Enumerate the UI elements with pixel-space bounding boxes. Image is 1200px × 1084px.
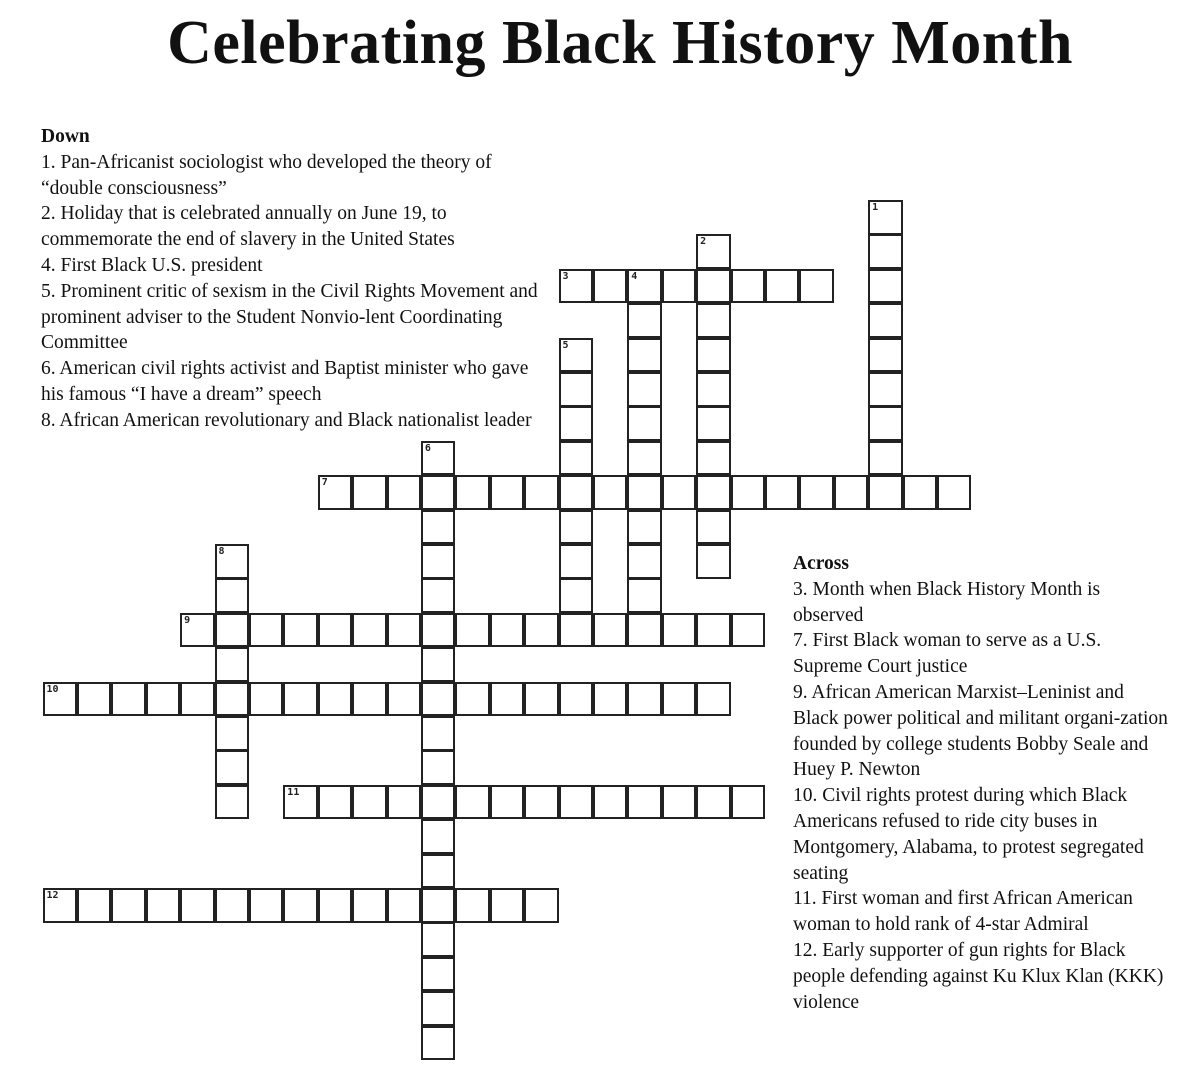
crossword-cell[interactable]: [180, 682, 215, 717]
crossword-cell[interactable]: [559, 613, 594, 648]
crossword-cell[interactable]: [903, 475, 938, 510]
crossword-cell[interactable]: [421, 578, 456, 613]
crossword-cell[interactable]: [868, 406, 903, 441]
clue-number: 9: [184, 614, 191, 626]
clue-number: 3: [562, 270, 569, 282]
crossword-cell[interactable]: [696, 785, 731, 820]
crossword-cell[interactable]: [593, 682, 628, 717]
crossword-cell[interactable]: [421, 854, 456, 889]
down-clue: 5. Prominent critic of sexism in the Civil Rights Movement and prominent adviser to the Student Nonvio-lent Coordinating Committee: [41, 280, 538, 354]
crossword-cell[interactable]: [868, 269, 903, 304]
crossword-cell[interactable]: [421, 682, 456, 717]
crossword-cell[interactable]: [662, 613, 697, 648]
crossword-cell[interactable]: [421, 1026, 456, 1061]
crossword-cell[interactable]: [387, 785, 422, 820]
crossword-cell[interactable]: [318, 682, 353, 717]
crossword-cell[interactable]: [627, 682, 662, 717]
crossword-cell[interactable]: [387, 682, 422, 717]
crossword-cell[interactable]: [352, 785, 387, 820]
crossword-cell[interactable]: [490, 888, 525, 923]
crossword-cell[interactable]: [696, 441, 731, 476]
crossword-cell[interactable]: [559, 510, 594, 545]
down-heading: Down: [41, 126, 90, 147]
clue-number: 10: [46, 683, 59, 695]
crossword-cell[interactable]: [215, 888, 250, 923]
crossword-cell[interactable]: [490, 682, 525, 717]
across-clue: 3. Month when Black History Month is observed: [793, 578, 1101, 626]
crossword-cell[interactable]: [215, 682, 250, 717]
crossword-cell[interactable]: [180, 613, 215, 648]
crossword-cell[interactable]: [249, 682, 284, 717]
crossword-cell[interactable]: [318, 785, 353, 820]
crossword-cell[interactable]: [421, 991, 456, 1026]
crossword-cell[interactable]: [249, 888, 284, 923]
clue-number: 11: [287, 786, 300, 798]
crossword-cell[interactable]: [352, 475, 387, 510]
crossword-cell[interactable]: [868, 303, 903, 338]
crossword-cell[interactable]: [180, 888, 215, 923]
crossword-cell[interactable]: [662, 785, 697, 820]
crossword-cell[interactable]: [696, 544, 731, 579]
across-heading: Across: [793, 553, 849, 574]
crossword-cell[interactable]: [765, 475, 800, 510]
crossword-cell[interactable]: [352, 888, 387, 923]
clue-number: 8: [218, 546, 225, 557]
crossword-cell[interactable]: [283, 682, 318, 717]
crossword-cell[interactable]: [111, 682, 146, 717]
down-clue: 6. American civil rights activist and Baptist minister who gave his famous “I have a dream” speech: [41, 358, 529, 405]
crossword-cell[interactable]: [111, 888, 146, 923]
crossword-cell[interactable]: [490, 785, 525, 820]
crossword-cell[interactable]: [731, 613, 766, 648]
crossword-cell[interactable]: [868, 475, 903, 510]
crossword-cell[interactable]: [627, 475, 662, 510]
crossword-cell[interactable]: [215, 544, 250, 579]
crossword-cell[interactable]: [387, 888, 422, 923]
crossword-cell[interactable]: [799, 475, 834, 510]
crossword-cell[interactable]: [731, 269, 766, 304]
crossword-cell[interactable]: [283, 888, 318, 923]
crossword-cell[interactable]: [868, 200, 903, 235]
down-clue: 8. African American revolutionary and Black nationalist leader: [41, 409, 532, 431]
crossword-cell[interactable]: [559, 269, 594, 304]
crossword-cell[interactable]: [627, 510, 662, 545]
crossword-cell[interactable]: [215, 785, 250, 820]
crossword-cell[interactable]: [215, 647, 250, 682]
across-clue: 9. African American Marxist–Leninist and Black power political and militant organi-zation founded by college students Bobby Seale and Huey P. Newton: [793, 681, 1168, 781]
crossword-cell[interactable]: [696, 372, 731, 407]
across-clues: [793, 551, 1173, 1015]
crossword-cell[interactable]: [455, 785, 490, 820]
crossword-cell[interactable]: [627, 303, 662, 338]
crossword-cell[interactable]: [455, 888, 490, 923]
crossword-cell[interactable]: [868, 441, 903, 476]
crossword-cell[interactable]: [352, 613, 387, 648]
crossword-cell[interactable]: [868, 338, 903, 373]
crossword-cell[interactable]: [559, 338, 594, 373]
crossword-cell[interactable]: [524, 613, 559, 648]
clue-number: 4: [631, 270, 638, 282]
crossword-cell[interactable]: [421, 613, 456, 648]
crossword-cell[interactable]: [421, 750, 456, 785]
crossword-cell[interactable]: [77, 888, 112, 923]
crossword-cell[interactable]: [43, 888, 78, 923]
crossword-cell[interactable]: [421, 888, 456, 923]
crossword-cell[interactable]: [593, 475, 628, 510]
crossword-cell[interactable]: [318, 888, 353, 923]
clue-number: 7: [321, 477, 328, 489]
crossword-cell[interactable]: [455, 682, 490, 717]
crossword-cell[interactable]: [146, 888, 181, 923]
crossword-cell[interactable]: [627, 544, 662, 579]
crossword-cell[interactable]: [215, 750, 250, 785]
crossword-cell[interactable]: [627, 372, 662, 407]
clue-number: 5: [562, 339, 569, 351]
crossword-cell[interactable]: [696, 234, 731, 269]
crossword-cell[interactable]: [421, 510, 456, 545]
crossword-cell[interactable]: [318, 613, 353, 648]
crossword-cell[interactable]: [77, 682, 112, 717]
crossword-cell[interactable]: [627, 338, 662, 373]
crossword-cell[interactable]: [421, 785, 456, 820]
across-clue: 7. First Black woman to serve as a U.S. Supreme Court justice: [793, 630, 1102, 678]
crossword-cell[interactable]: [765, 269, 800, 304]
crossword-cell[interactable]: [387, 613, 422, 648]
crossword-cell[interactable]: [937, 475, 972, 510]
crossword-cell[interactable]: [387, 475, 422, 510]
crossword-cell[interactable]: [559, 578, 594, 613]
across-clue: 10. Civil rights protest during which Black Americans refused to ride city buses in Montgomery, Alabama, to protest segregated seating: [793, 785, 1144, 884]
crossword-cell[interactable]: [559, 682, 594, 717]
crossword-cell[interactable]: [352, 682, 387, 717]
crossword-cell[interactable]: [696, 475, 731, 510]
crossword-cell[interactable]: [215, 716, 250, 751]
across-clue: 11. First woman and first African American woman to hold rank of 4-star Admiral: [793, 888, 1133, 936]
clue-number: 2: [700, 236, 707, 248]
crossword-cell[interactable]: [490, 613, 525, 648]
crossword-cell[interactable]: [524, 888, 559, 923]
crossword-cell[interactable]: [627, 406, 662, 441]
crossword-cell[interactable]: [627, 613, 662, 648]
crossword-cell[interactable]: [249, 613, 284, 648]
crossword-cell[interactable]: [215, 613, 250, 648]
crossword-cell[interactable]: [696, 510, 731, 545]
crossword-cell[interactable]: [593, 613, 628, 648]
crossword-cell[interactable]: [559, 544, 594, 579]
crossword-cell[interactable]: [662, 475, 697, 510]
crossword-cell[interactable]: [696, 338, 731, 373]
crossword-cell[interactable]: [421, 647, 456, 682]
crossword-cell[interactable]: [627, 785, 662, 820]
crossword-cell[interactable]: [627, 269, 662, 304]
crossword-cell[interactable]: [559, 406, 594, 441]
crossword-cell[interactable]: [868, 234, 903, 269]
crossword-cell[interactable]: [283, 785, 318, 820]
crossword-cell[interactable]: [696, 682, 731, 717]
crossword-cell[interactable]: [696, 303, 731, 338]
crossword-cell[interactable]: [146, 682, 181, 717]
clue-number: 12: [46, 890, 59, 901]
crossword-cell[interactable]: [696, 613, 731, 648]
down-clue: 1. Pan-Africanist sociologist who developed the theory of “double consciousness”: [41, 151, 492, 199]
crossword-cell[interactable]: [490, 475, 525, 510]
crossword-cell[interactable]: [455, 613, 490, 648]
crossword-cell[interactable]: [593, 785, 628, 820]
crossword-cell[interactable]: [421, 922, 456, 957]
crossword-cell[interactable]: [731, 785, 766, 820]
crossword-cell[interactable]: [421, 441, 456, 476]
crossword-cell[interactable]: [799, 269, 834, 304]
crossword-cell[interactable]: [696, 269, 731, 304]
crossword-cell[interactable]: [283, 613, 318, 648]
down-clues: [41, 124, 541, 434]
crossword-cell[interactable]: [662, 682, 697, 717]
crossword-cell[interactable]: [318, 475, 353, 510]
crossword-cell[interactable]: [559, 785, 594, 820]
crossword-cell[interactable]: [524, 682, 559, 717]
crossword-cell[interactable]: [421, 475, 456, 510]
crossword-cell[interactable]: [559, 372, 594, 407]
clue-number: 1: [872, 202, 879, 213]
crossword-cell[interactable]: [421, 819, 456, 854]
crossword-cell[interactable]: [215, 578, 250, 613]
crossword-cell[interactable]: [524, 785, 559, 820]
crossword-cell[interactable]: [421, 716, 456, 751]
crossword-cell[interactable]: [731, 475, 766, 510]
crossword-cell[interactable]: [662, 269, 697, 304]
crossword-cell[interactable]: [421, 544, 456, 579]
crossword-cell[interactable]: [627, 441, 662, 476]
crossword-cell[interactable]: [834, 475, 869, 510]
crossword-cell[interactable]: [593, 269, 628, 304]
page-title: Celebrating Black History Month: [167, 9, 1073, 77]
crossword-cell[interactable]: [559, 475, 594, 510]
across-clue: 12. Early supporter of gun rights for Black people defending against Ku Klux Klan (KKK) violence: [793, 939, 1164, 1013]
crossword-cell[interactable]: [627, 578, 662, 613]
crossword-cell[interactable]: [868, 372, 903, 407]
crossword-cell[interactable]: [559, 441, 594, 476]
crossword-cell[interactable]: [43, 682, 78, 717]
down-clue: 4. First Black U.S. president: [41, 254, 263, 276]
crossword-cell[interactable]: [421, 957, 456, 992]
crossword-cell[interactable]: [696, 406, 731, 441]
clue-number: 6: [424, 442, 431, 454]
crossword-cell[interactable]: [455, 475, 490, 510]
crossword-cell[interactable]: [524, 475, 559, 510]
down-clue: 2. Holiday that is celebrated annually on June 19, to commemorate the end of slavery in the United States: [41, 203, 455, 251]
